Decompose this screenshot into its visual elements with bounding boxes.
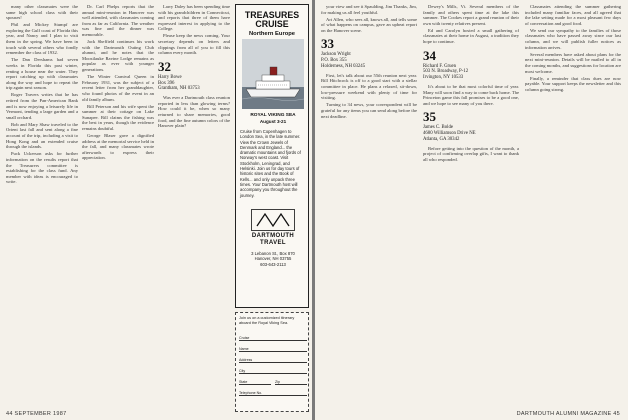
left-column-1 (6, 4, 78, 408)
coupon-intro: Join us on a customized itinerary aboard the Royal Viking Sea. (239, 316, 295, 325)
right-page (315, 0, 628, 420)
address-line: 503 N. Broadway, P-12 (423, 69, 469, 75)
advert-phone: 603-643-2113 (260, 261, 286, 267)
advert-title-line2: CRUISE (255, 19, 289, 29)
paragraph: The Dan Dershams had seven weeks in Florida this past winter, renting a house near the water. They report catching up with classmates along the way and hope to repeat the trip again next season. (6, 57, 78, 91)
field-label: Name (239, 346, 249, 351)
field-label: Cruise (239, 335, 250, 340)
field-label: Zip (275, 379, 280, 384)
address-line: Box 396 (158, 80, 175, 86)
advert-brand-line1: DARTMOUTH (251, 233, 295, 239)
field-label: State (239, 379, 248, 384)
paragraph: Turning to 34 news, your correspondent will be grateful for any items you can send along before the next deadline. (321, 102, 417, 119)
class-secretary-address (423, 125, 519, 142)
paragraph: Dr. Carl Phelps reports that the annual mini-reunion in Hanover was well attended, with classmates coming from as far as California. The weather was fine and the dinner was memorable. (82, 4, 154, 37)
secretary-name: Harry Bowe (158, 74, 182, 80)
paragraph: many other classmates were the same high school class with their spouses! (6, 4, 78, 21)
paragraph: First, let's talk about our 55th reunion next year. Bill Hitchcock is off to a good start with a stellar committee in place. He plans a relaxed, sit-down, low-pressure weekend with plenty of time for visiting. (321, 72, 417, 101)
class-year-number: 34 (423, 47, 436, 63)
field-label: Address (239, 357, 253, 362)
paragraph: Dewey's Mills, Vt. Several members of the family and others spent time at the lake this summer. The Cookes report a grand reunion of their own with twenty relatives present. (423, 4, 519, 26)
paragraph: George Blaser gave a dignified address at the memorial service held in the fall, and many classmates wrote afterwards to express their appreciation. (82, 133, 154, 161)
paragraph: Classmates attending the summer gathering included many familiar faces, and all agreed that the lake setting made for a most pleasant few days of conversation and good food. (525, 4, 621, 26)
paragraph: Puck Uckerson asks for further information on the results report that the Treasurers committee is establishing for the class fund. Any member with ideas is encouraged to write. (6, 151, 78, 185)
advert-title-line1: TREASURES (244, 10, 300, 20)
cruise-advertisement (235, 4, 309, 412)
field-label: Telephone No. (239, 390, 263, 395)
paragraph: Jack Sheffield continues his work with the Dartmouth Outing Club alumni, and he notes that the Moosilauke Ravine Lodge remains as popular as ever with younger generations. (82, 39, 154, 73)
field-label: City (239, 368, 246, 373)
telephone-field[interactable] (239, 388, 307, 396)
class-year-number: 32 (158, 58, 171, 74)
dartmouth-travel-logo-icon (251, 209, 295, 231)
ship-name: ROYAL VIKING SEA (250, 113, 296, 118)
zip-field[interactable] (275, 377, 307, 385)
address-line: 4680 Williamson Drive NE (423, 131, 476, 137)
class-secretary-address (321, 52, 417, 69)
paragraph: We send our sympathy to the families of those classmates who have passed away since our last column, and we will publish fuller notices as information arrives. (525, 27, 621, 50)
address-field[interactable] (239, 355, 307, 363)
secretary-name: James C. Bolde (423, 125, 453, 131)
paragraph: Finally, a reminder that class dues are now payable. Your support keeps the newsletter and this column going strong. (525, 75, 621, 92)
reply-coupon (235, 312, 309, 412)
name-field[interactable] (239, 344, 307, 352)
cruise-dates: August 3-21 (259, 119, 287, 124)
right-column-3 (525, 4, 621, 408)
paragraph: It's about to be that most colorful time of year. Many will soon find a way to come back home. The Princeton game this fall promises to be a good one, and we hope to see many of you there. (423, 84, 519, 106)
advert-brand-line2: TRAVEL (260, 240, 286, 246)
cruise-field[interactable] (239, 333, 307, 341)
paragraph: Phil and Mickey Stumpf are exploring the Gulf coast of Florida this year, and Nancy and I plan to visit them in the spring. We have been in touch with several others who fondly remember the class of 1932. (6, 22, 78, 56)
class-secretary-address (423, 64, 519, 81)
paragraph: Bob and Mary Shaw traveled to the Orient last fall and sent along a fine account of the trip, including a visit to Hong Kong and an extended cruise through the islands. (6, 121, 78, 150)
right-column-1 (321, 4, 417, 408)
paragraph: Ed and Carolyn hosted a small gathering of classmates at their home in August, a tradition they hope to continue. (423, 27, 519, 45)
class-year-number: 33 (321, 36, 334, 52)
paragraph: Several members have asked about plans for the next mini-reunion. Details will be mailed to all in the coming months, and suggestions for location are most welcome. (525, 51, 621, 74)
cruise-ship-photo (242, 39, 304, 109)
advert-body-text: Cruise from Copenhagen to London Sea, in the late summer. View the Crown Jewels of Denmark and England... the dramatic mountains and fjords of Norway's west coast. Visit Stockholm, Leningrad, and Helsinki. Join us for day tours of historic sites and the Book of Kells... and only unpack three times. Your Dartmouth host will accompany you throughout the journey. (240, 129, 301, 198)
paragraph: your view and see it Spaulding, Jim Thanks, Jim, for making us all feel youthful. (321, 4, 417, 15)
advert-box (235, 4, 309, 308)
paragraph: Larry Daley has been spending time with his grandchildren in Connecticut, and reports that three of them have expressed interest in applying to the College. (158, 4, 230, 32)
secretary-name: Richard F. Gruen (423, 63, 457, 69)
city-field[interactable] (239, 366, 307, 374)
class-year-number: 35 (423, 109, 436, 125)
paragraph: The Winter Carnival Queen in February 1931, was the subject of a recent letter from her granddaughter, who found photos of the event in an old family album. (82, 74, 154, 102)
advert-title (236, 11, 308, 29)
paragraph: Was ever a Dartmouth class reunion reported in less than glowing terms? How could it be, when so many returned to share memories, good food, and the fine autumn colors of the Hanover plain? (158, 95, 230, 129)
paragraph: Bill Peterson and his wife spent the summer at their cottage on Lake Sunapee. Bill claims the fishing was the best in years, though the evidence remains doubtful. (82, 103, 154, 131)
paragraph: Art Allen, who sees all, knows all, and tells some of what happens on campus, gave an upbeat report on the Hanover scene. (321, 16, 417, 33)
right-column-2 (423, 4, 519, 408)
address-line: Atlanta, GA 30342 (423, 137, 460, 143)
class-secretary-address (158, 75, 230, 92)
paragraph: Please keep the news coming. Your secretary depends on letters and clippings from all of you to fill this column every month. (158, 33, 230, 56)
state-field[interactable] (239, 377, 271, 385)
paragraph: Roger Travers writes that he has retired from the Pan-American Bank and is now enjoying a leisurely life in Vermont, tending a large garden and a small orchard. (6, 92, 78, 120)
left-column-3 (158, 4, 230, 408)
paragraph: Before getting into the question of the month, a project of confirming overlap gifts, I want to thank all who responded. (423, 145, 519, 162)
secretary-name: Jackson Wright (321, 52, 351, 58)
address-line: Grantham, NH 03753 (158, 86, 200, 92)
advert-address-line: 3 Lebanon St., Box 870 (251, 251, 295, 256)
left-column-2 (82, 4, 154, 408)
right-page-footer: DARTMOUTH ALUMNI MAGAZINE 45 (516, 411, 620, 417)
address-line: P.O. Box 355 (321, 58, 347, 64)
left-page (0, 0, 312, 420)
address-line: Irvington, NY 10533 (423, 75, 464, 81)
advert-address-line: Hanover, NH 03755 (254, 256, 292, 262)
address-line: Holderness, NH 03245 (321, 64, 366, 70)
advert-address (236, 251, 310, 267)
advert-subtitle: Northern Europe (248, 31, 296, 37)
left-page-footer: 44 SEPTEMBER 1987 (6, 411, 67, 417)
